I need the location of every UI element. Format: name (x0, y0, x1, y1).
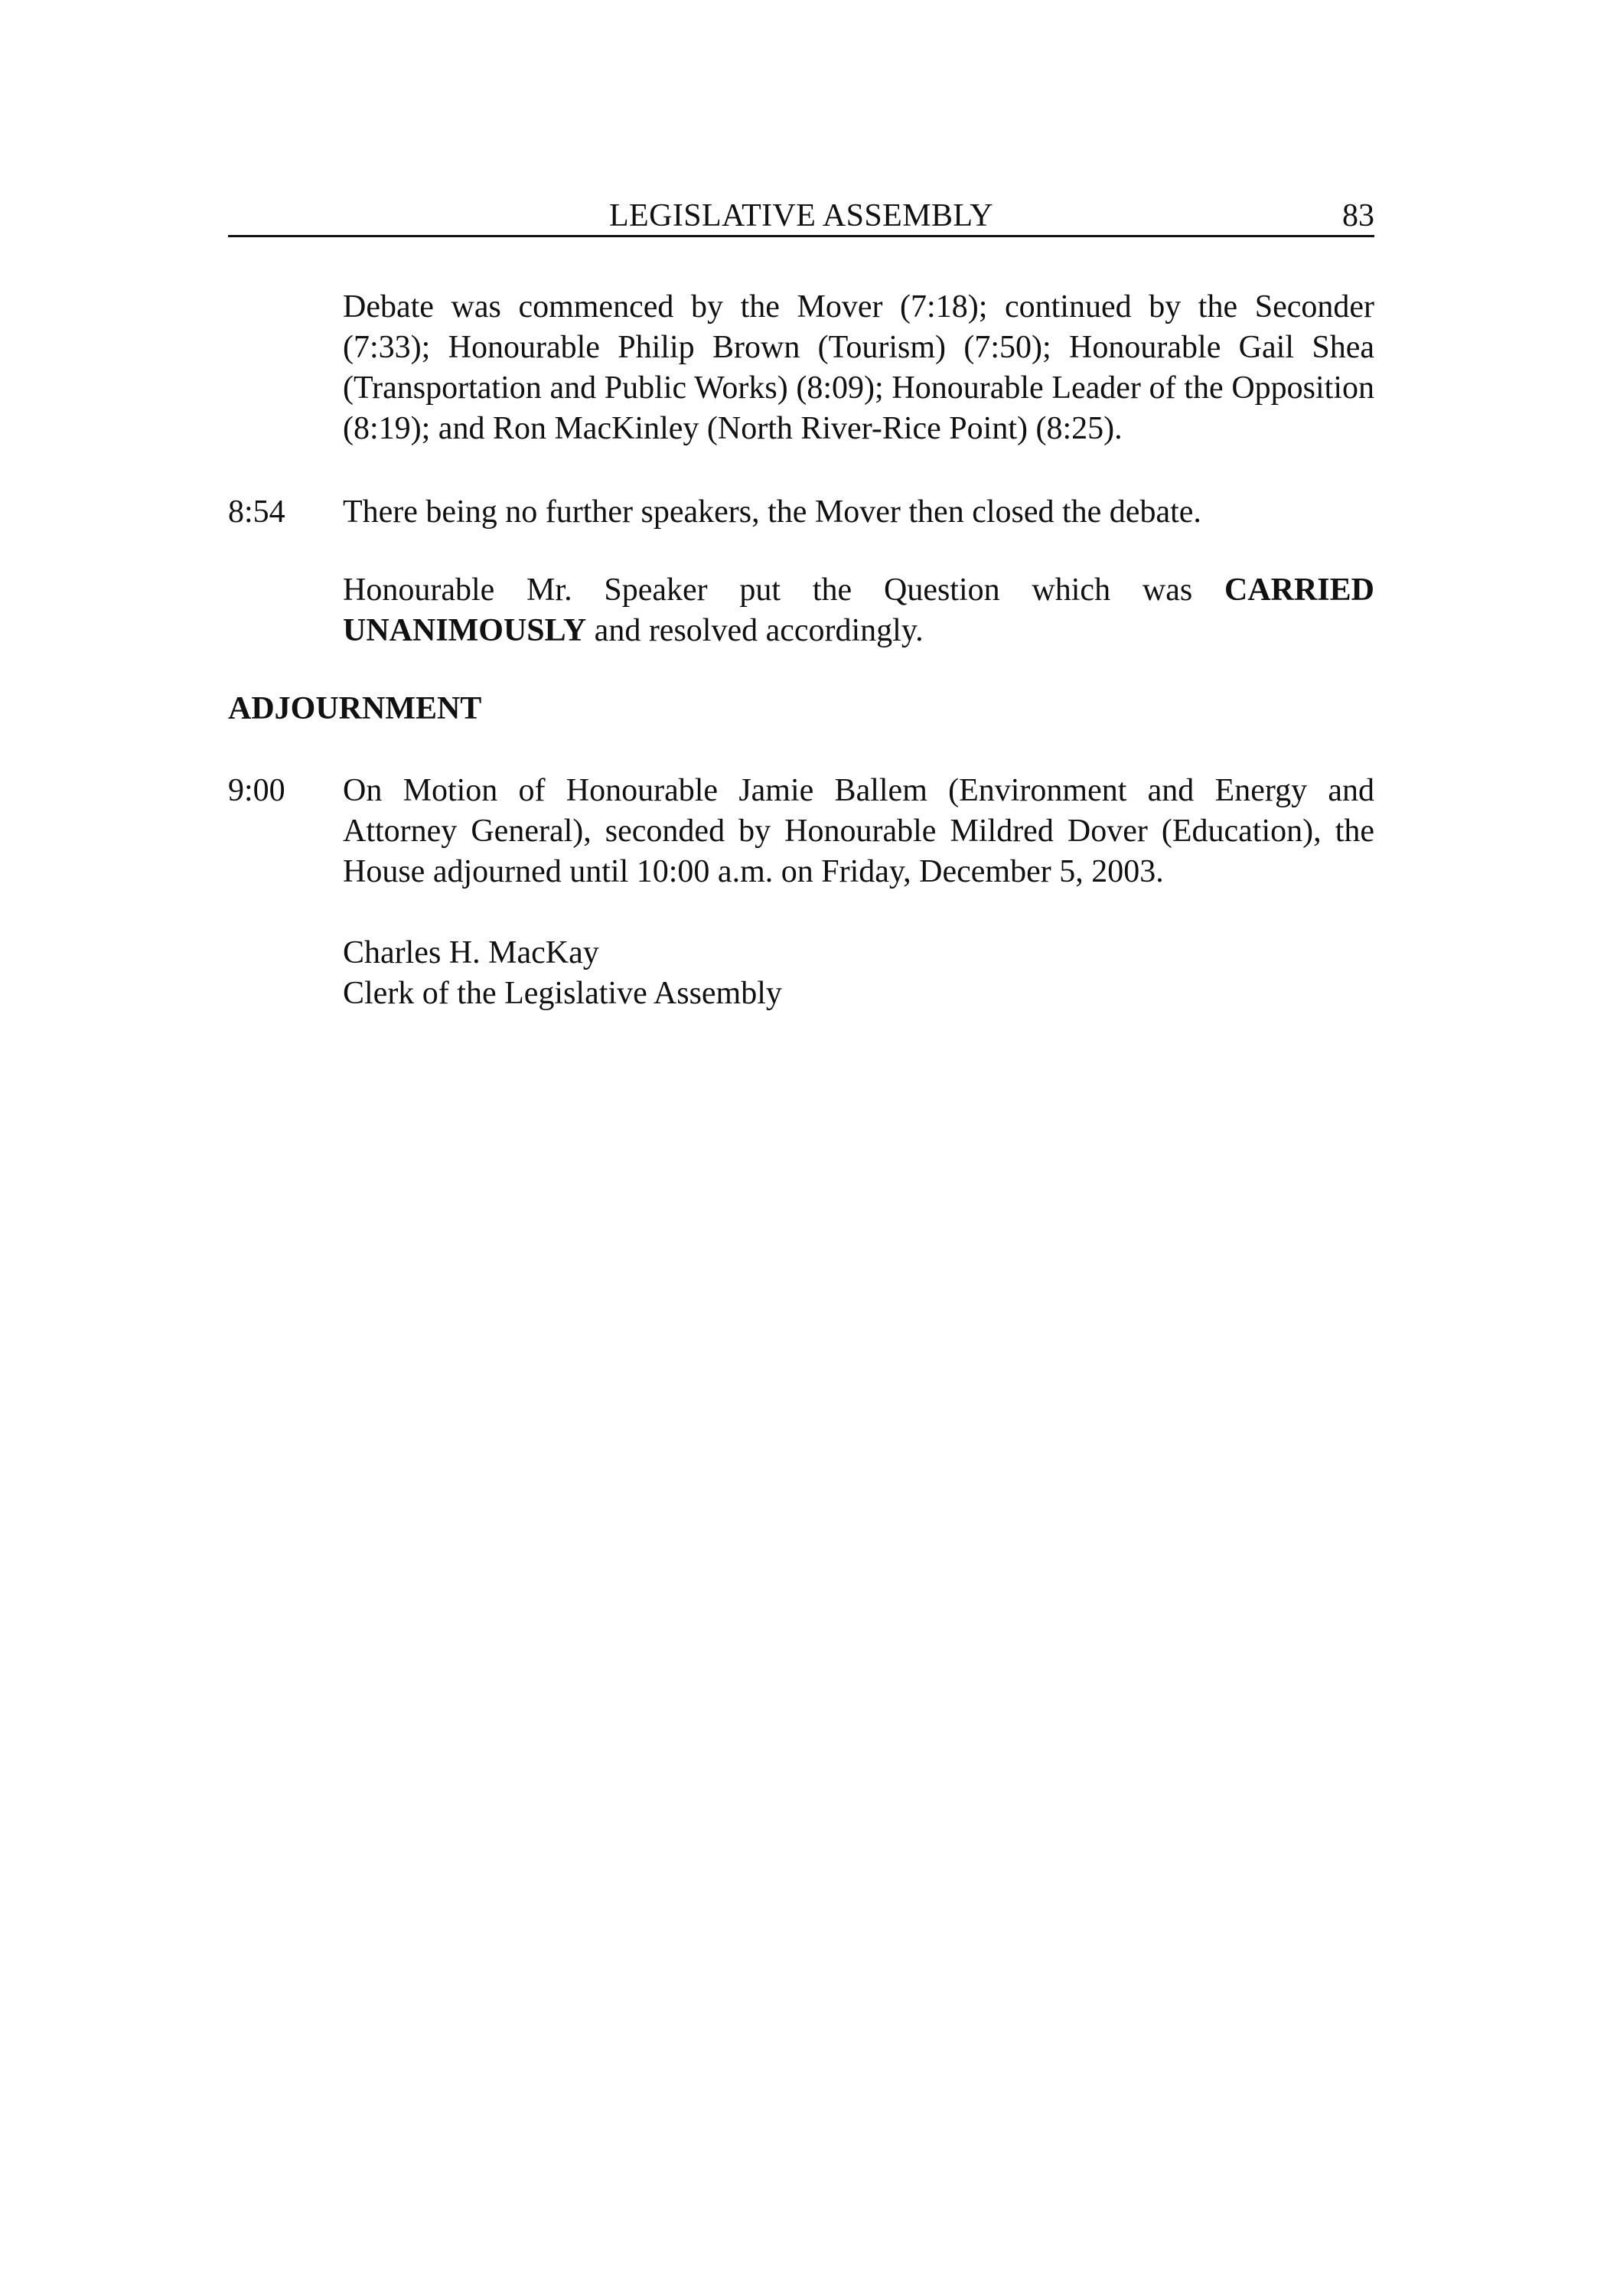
clerk-name: Charles H. MacKay (343, 935, 599, 970)
debate-paragraph: Debate was commenced by the Mover (7:18); continued by the Seconder (7:33); Honourable Philip Brown (Tourism) (7:50); Honourable Gail Shea (Transportation and Public Works) (8:09); Honourable Leader of the Opposition (8:19); and Ron MacKinley (North River-Rice Point) (8:25). (343, 289, 1374, 446)
question-suffix: and resolved accordingly. (586, 613, 924, 648)
question-paragraph (343, 570, 1374, 651)
adjournment-heading: ADJOURNMENT (228, 691, 482, 726)
adjournment-time: 9:00 (228, 773, 285, 808)
page-header (228, 193, 1374, 237)
closing-paragraph: There being no further speakers, the Mover then closed the debate. (343, 494, 1201, 530)
closing-time: 8:54 (228, 494, 285, 530)
clerk-title: Clerk of the Legislative Assembly (343, 976, 782, 1011)
adjournment-paragraph: On Motion of Honourable Jamie Ballem (Environment and Energy and Attorney General), seconded by Honourable Mildred Dover (Education), the House adjourned until 10:00 a.m. on Friday, December 5, 2003. (343, 773, 1374, 889)
page-number: 83 (1342, 198, 1374, 233)
header-title: LEGISLATIVE ASSEMBLY (609, 198, 993, 233)
question-prefix: Honourable Mr. Speaker put the Question which was (343, 572, 1224, 608)
question-result: CARRIED UNANIMOUSLY (343, 572, 1374, 648)
